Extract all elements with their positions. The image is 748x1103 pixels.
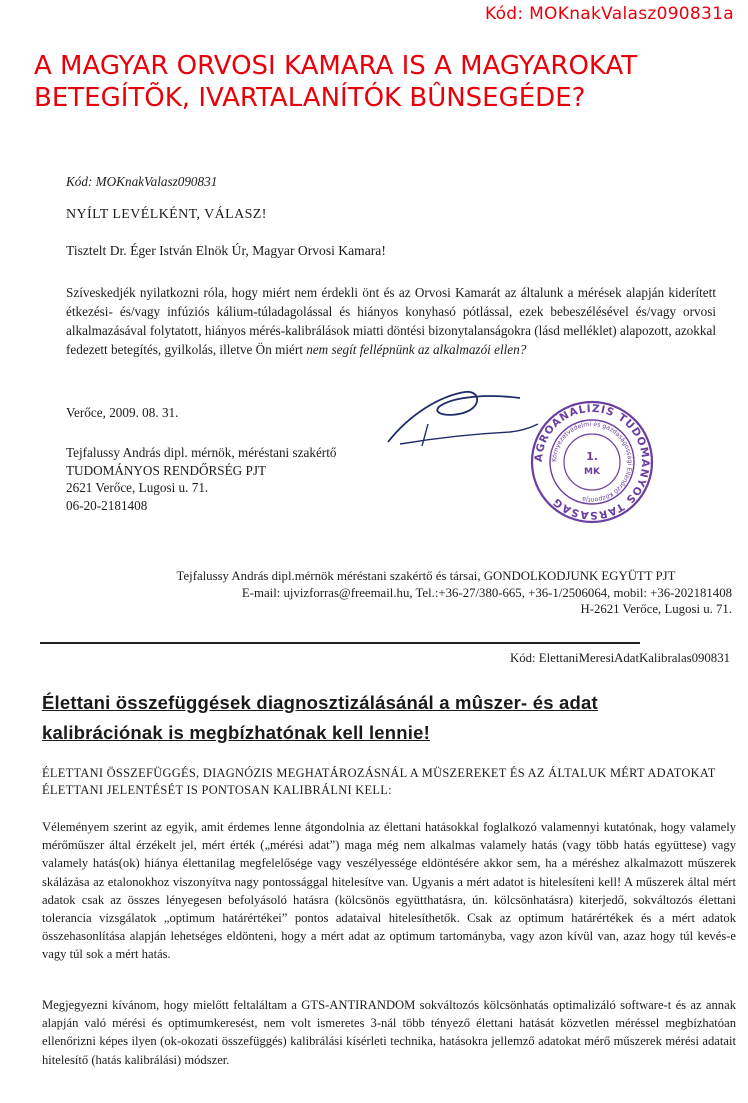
sender-phone: 06-20-2181408 bbox=[66, 497, 148, 513]
headline bbox=[34, 50, 637, 114]
headline-line-2: BETEGÍTÕK, IVARTALANÍTÓK BÛNSEGÉDE? bbox=[34, 83, 586, 113]
footer-line-2: E-mail: ujvizforras@freemail.hu, Tel.:+36-27/380-665, +36-1/2506064, mobil: +36-202181408 bbox=[241, 585, 732, 600]
stamp-number: 1. bbox=[586, 450, 598, 463]
letter-body bbox=[66, 283, 716, 359]
appendix-code: Kód: ElettaniMeresiAdatKalibralas090831 bbox=[510, 651, 730, 665]
appendix-title bbox=[42, 688, 732, 748]
sender-name: Tejfalussy András dipl. mérnök, méréstani szakértő bbox=[66, 445, 337, 460]
letter-body-main: Szíveskedjék nyilatkozni róla, hogy miért nem érdekli önt és az Orvosi Kamarát az általunk a mérések alapján kiderített étkezési- és/vagy infúziós kálium-túladagolással és hiányos konyhasó pótlással, ezek bebeszélésével és/vagy orvosi alkalmazásával folytatott, hiányos mérés-kalibrálások miatti döntési bizonytalanságokra (lásd melléklet) alapozott, azokkal fedezett betegítés, gyilkolás, illetve Ön miért bbox=[66, 285, 716, 357]
document-code-top: Kód: MOKnakValasz090831a bbox=[484, 4, 734, 24]
appendix-title-line-1: Élettani összefüggések diagnosztizálásánál a mûszer- és adat bbox=[42, 692, 598, 713]
headline-line-1: A MAGYAR ORVOSI KAMARA IS A MAGYAROKAT bbox=[34, 51, 638, 81]
letter-body-italic: nem segít fellépnünk az alkalmazói ellen? bbox=[306, 342, 527, 357]
official-stamp bbox=[528, 398, 656, 526]
appendix-title-line-2: kalibrációnak is megbízhatónak kell lennie! bbox=[42, 722, 430, 743]
sender-block bbox=[66, 444, 336, 514]
salutation: Tisztelt Dr. Éger István Elnök Úr, Magyar Orvosi Kamara! bbox=[66, 243, 386, 258]
sender-org: TUDOMÁNYOS RENDŐRSÉG PJT bbox=[66, 462, 267, 478]
stamp-inner-text: Környezetvédelmi és gazdaságossági Ellenőrző Központja bbox=[550, 420, 634, 504]
divider bbox=[40, 642, 640, 644]
appendix-paragraph-2: Megjegyezni kívánom, hogy mielőtt feltaláltam a GTS-ANTIRANDOM sokváltozós kölcsönhatás optimalizáló software-t és az annak alapján való mérési és optimumkeresést, nem volt ismeretes 3-nál több tényező élettani hatását közvetlen méréssel megbízhatóan ellenőrizni képes ilyen (ok-okozati összefüggés) kalibrálási kísérleti technika, hatásokra jellemző adatokat mérő műszerek mérési adatait hitelesítő (hatás kalibrálási) módszer. bbox=[42, 998, 736, 1067]
sender-address: 2621 Verőce, Lugosi u. 71. bbox=[66, 480, 209, 495]
letter-footer bbox=[120, 568, 732, 618]
letter-code: Kód: MOKnakValasz090831 bbox=[66, 174, 218, 189]
place-date: Verőce, 2009. 08. 31. bbox=[66, 405, 179, 420]
stamp-mark: MK bbox=[584, 467, 600, 477]
footer-line-1: Tejfalussy András dipl.mérnök méréstani szakértő és társai, GONDOLKODJUNK EGYÜTT PJT bbox=[176, 569, 676, 583]
footer-line-3: H-2621 Verőce, Lugosi u. 71. bbox=[580, 602, 732, 616]
appendix-caps-heading: ÉLETTANI ÖSSZEFÜGGÉS, DIAGNÓZIS MEGHATÁROZÁSNÁL A MÜSZEREKET ÉS AZ ÁLTALUK MÉRT ADATOKAT ÉLETTANI JELENTÉSÉT IS PONTOSAN KALIBRÁLNI KELL: bbox=[42, 766, 716, 797]
stamp-ring-text: AGROANALÍZIS TUDOMÁNYOS TÁRSASÁG bbox=[532, 402, 652, 522]
appendix-paragraph-1: Véleményem szerint az egyik, amit érdemes lenne átgondolnia az élettani hatásokkal foglalkozó valamennyi kutatónak, hogy valamely mérőműszer által érzékelt jel, mért érték („mérési adat”) maga még nem alkalmas valamely hatás (vagy több hatás együttese) vagy valamely hatás(ok) hiánya élettanilag megfelelősége vagy veszélyessége eldöntésére akkor sem, ha a méréshez alkalmazott műszerek skálázása az etalonokhoz viszonyítva nagy pontossággal hitelesítve van. Ugyanis a mért adatot is hitelesíteni kell! A műszerek által mért adatok csak az összes lényegesen befolyásoló hatásra (kölcsönös együtthatásra, ún. kölcsönhatásra) kiterjedő, sokváltozós élettani tolerancia vizsgálatok „optimum határértékei” pontos adataival hitelesíthetők. Csak az optimum határértékek és a mért adatok összehasonlítása alapján lehetséges eldönteni, hogy a mért adat az optimum tartományba, vagy azon kívül van, azaz hogy túl kevés-e vagy túl sok a mért hatás. bbox=[42, 820, 736, 962]
open-letter-heading: NYÍLT LEVÉLKÉNT, VÁLASZ! bbox=[66, 207, 267, 222]
